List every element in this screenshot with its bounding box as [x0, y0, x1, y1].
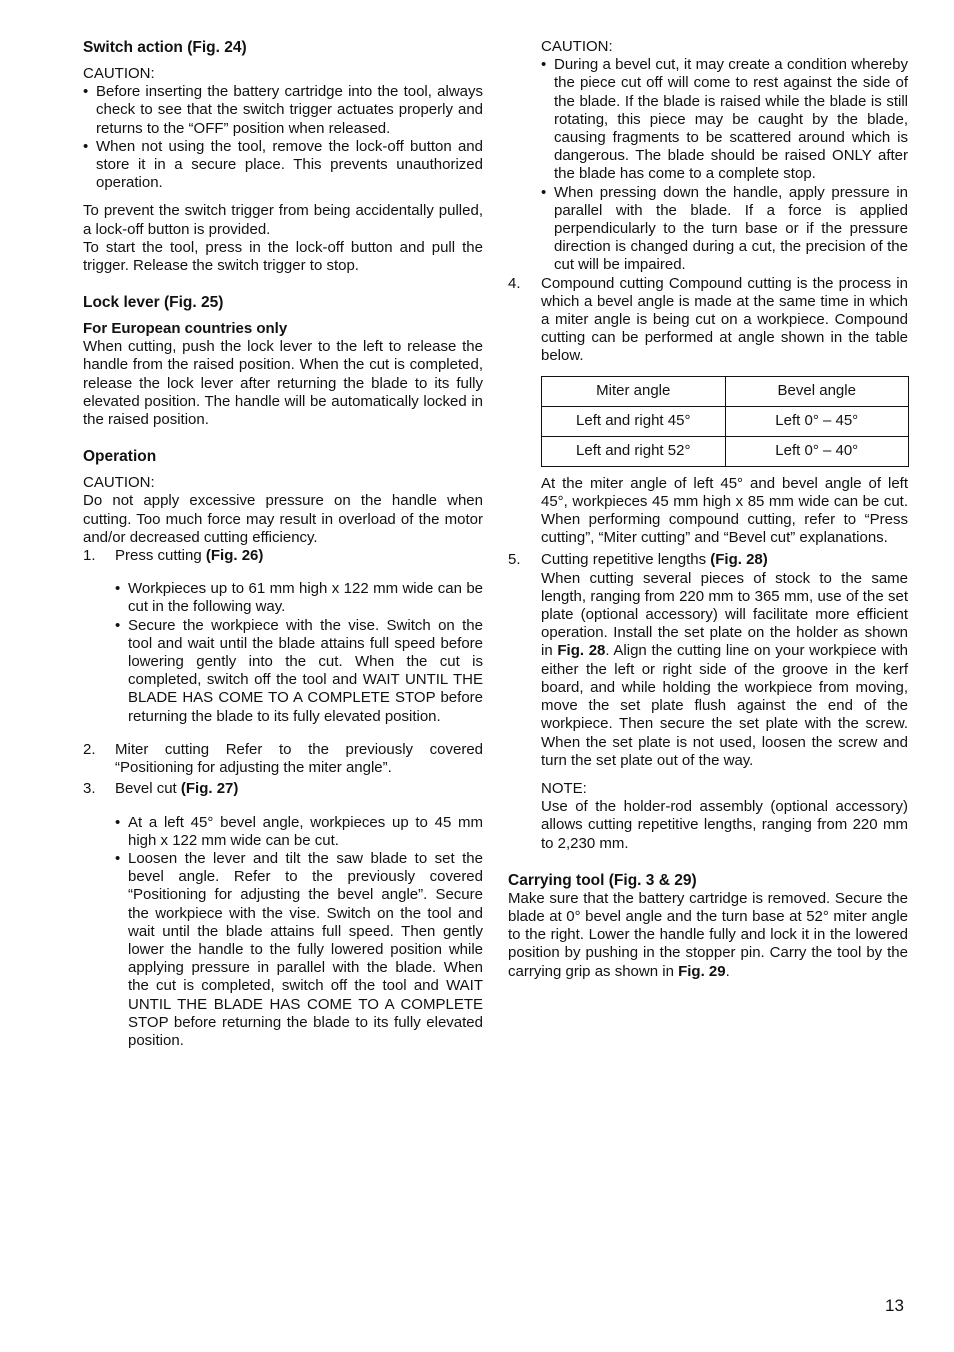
switch-action-heading: Switch action (Fig. 24) — [83, 39, 247, 56]
item-text: Compound cutting Compound cutting is the process in which a bevel angle is made at the same time in which a miter angle is being cut on a workpiece. Compound cutting can be performed at angle shown in the table below. — [541, 274, 908, 365]
left-column — [83, 38, 483, 1065]
numbered-item-3 — [83, 780, 483, 798]
table-row — [542, 436, 909, 466]
item-title: Cutting repetitive lengths — [541, 551, 711, 569]
table-cell: Left 0° – 45° — [725, 406, 909, 436]
item-title: Bevel cut — [115, 780, 181, 798]
press-cutting-list — [115, 580, 483, 726]
list-item: • When not using the tool, remove the lock-off button and store it in a secure place. This prevents unauthorized operation. — [83, 138, 483, 193]
fig-ref: (Fig. 27) — [180, 780, 239, 798]
list-item: • Before inserting the battery cartridge into the tool, always check to see that the switch trigger actuates properly and returns to the “OFF” position when released. — [83, 83, 483, 138]
table-cell: Left and right 52° — [542, 436, 726, 466]
caution-label: CAUTION: — [83, 65, 155, 82]
item-title: Press cutting — [115, 547, 206, 565]
bevel-cut-list — [115, 814, 483, 1051]
list-item: • At a left 45° bevel angle, workpieces up to 45 mm high x 122 mm wide can be cut. — [115, 814, 483, 850]
table-header-row — [542, 376, 909, 406]
right-column — [508, 38, 908, 981]
paragraph: Make sure that the battery cartridge is removed. Secure the blade at 0° bevel angle and the turn base at 52° miter angle to the right. Lower the handle fully and lock it in the lowered position by pushing in the stopper pin. Carry the tool by the carrying grip as shown in — [508, 889, 908, 980]
item-number: 5. — [508, 551, 521, 569]
item-number: 4. — [508, 274, 521, 292]
item-text: . Align the cutting line on your workpiece with either the left or right side of the groove in the kerf board, and while holding the workpiece from moving, move the set plate flush against the end of the workpiece. Then secure the set plate with the screw. When the set plate is not used, loosen the screw and turn the set plate out of the way. — [541, 642, 909, 769]
paragraph: To prevent the switch trigger from being accidentally pulled, a lock-off button is provided. — [83, 202, 483, 238]
page-number: 13 — [885, 1296, 904, 1315]
caution-label: CAUTION: — [83, 474, 155, 492]
carrying-tool-heading: Carrying tool (Fig. 3 & 29) — [508, 871, 697, 889]
list-item: • During a bevel cut, it may create a condition whereby the piece cut off will come to rest against the side of the blade. If the blade is raised while the blade is still rotating, this piece may be caught by the blade, causing fragments to be scattered around which is dangerous. The blade should be raised ONLY after the blade has come to a complete stop. — [541, 56, 908, 183]
item-text: When cutting several pieces of stock to the same length, ranging from 220 mm to 365 mm, use of the set plate (optional accessory) will facilitate more efficient operation. Install the set plate on the holder as shown in — [541, 569, 908, 660]
item-text: Miter cutting Refer to the previously covered “Positioning for adjusting the miter angle”. — [115, 740, 483, 777]
list-item: • When pressing down the handle, apply pressure in parallel with the blade. If a force is applied perpendicularly to the turn base or if the pressure direction is changed during a cut, the precision of the cut will be impaired. — [541, 184, 908, 275]
note-label: NOTE: — [541, 779, 587, 797]
angle-table — [541, 376, 909, 467]
item-number: 3. — [83, 780, 96, 798]
numbered-item-2 — [83, 741, 483, 777]
paragraph: To start the tool, press in the lock-off button and pull the trigger. Release the switch trigger to stop. — [83, 238, 483, 275]
european-subheading: For European countries only — [83, 320, 288, 338]
table-cell: Left 0° – 40° — [725, 436, 909, 466]
list-item: • Secure the workpiece with the vise. Switch on the tool and wait until the blade attains full speed before lowering gently into the cut. When the cut is completed, switch off the tool and WAIT UNTIL THE BLADE HAS COME TO A COMPLETE STOP before returning the blade to its fully elevated position. — [115, 617, 483, 726]
table-header-cell: Miter angle — [542, 376, 726, 406]
item-number: 2. — [83, 740, 96, 758]
caution-list — [541, 56, 908, 274]
fig-ref: (Fig. 28) — [710, 551, 768, 569]
caution-label: CAUTION: — [541, 38, 613, 55]
paragraph: Do not apply excessive pressure on the handle when cutting. Too much force may result in overload of the motor and/or decreased cutting efficiency. — [83, 492, 483, 546]
numbered-item-1 — [83, 547, 483, 565]
list-item: • Workpieces up to 61 mm high x 122 mm wide can be cut in the following way. — [115, 580, 483, 616]
numbered-item-5 — [508, 551, 908, 852]
paragraph: At the miter angle of left 45° and bevel angle of left 45°, workpieces 45 mm high x 85 mm wide can be cut. When performing compound cutting, refer to “Press cutting”, “Miter cutting” and “Bevel cut” explanations. — [541, 474, 908, 547]
operation-heading: Operation — [83, 448, 157, 466]
caution-list — [83, 83, 483, 192]
numbered-item-4 — [508, 275, 908, 366]
table-header-cell: Bevel angle — [725, 376, 909, 406]
paragraph: . — [725, 962, 730, 980]
list-item: • Loosen the lever and tilt the saw blade to set the bevel angle. Refer to the previously covered “Positioning for adjusting the bevel angle”. Secure the workpiece with the vise. Switch on the tool and wait until the blade attains full speed. Then gently lower the handle to the fully lowered position while applying pressure in parallel with the blade. When the cut is completed, switch off the tool and WAIT UNTIL THE BLADE HAS COME TO A COMPLETE STOP before returning the blade to its fully elevated position. — [115, 850, 483, 1050]
table-row — [542, 406, 909, 436]
paragraph: When cutting, push the lock lever to the left to release the handle from the raised position. When the cut is completed, release the lock lever after returning the blade to its fully elevated position. The handle will be automatically locked in the raised position. — [83, 338, 483, 429]
fig-ref: Fig. 29 — [678, 962, 726, 980]
note-text: Use of the holder-rod assembly (optional accessory) allows cutting repetitive lengths, ranging from 220 mm to 2,230 mm. — [541, 798, 908, 852]
table-cell: Left and right 45° — [542, 406, 726, 436]
lock-lever-heading: Lock lever (Fig. 25) — [83, 294, 224, 312]
fig-ref: (Fig. 26) — [205, 547, 264, 565]
item-number: 1. — [83, 547, 96, 565]
fig-ref: Fig. 28 — [557, 642, 606, 660]
